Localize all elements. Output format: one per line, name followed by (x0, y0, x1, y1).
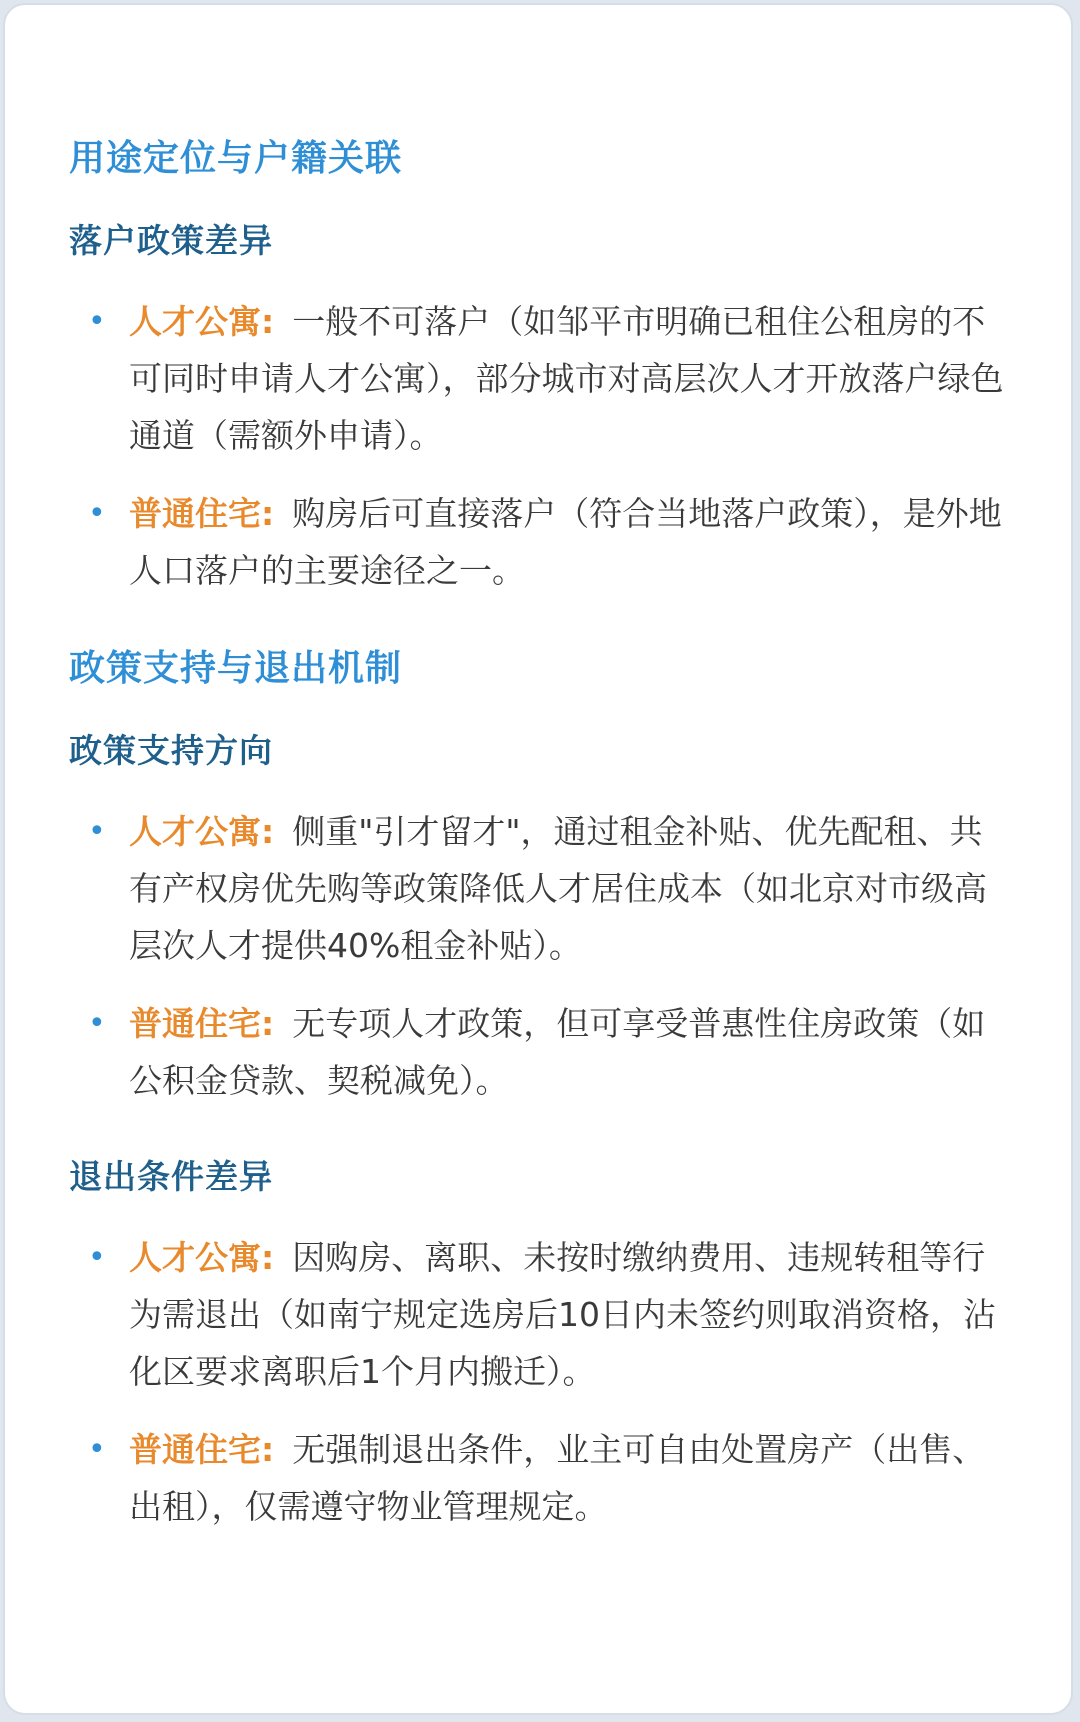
section-title-usage-household: 用途定位与户籍关联 (69, 138, 403, 179)
list-item (69, 995, 1009, 1109)
bullet-list (69, 293, 1009, 599)
item-label: 人才公寓: (129, 302, 275, 341)
item-label: 普通住宅: (129, 494, 275, 533)
item-text: 无专项人才政策，但可享受普惠性住房政策（如公积金贷款、契税减免）。 (129, 1004, 986, 1100)
list-item (69, 803, 1009, 974)
subsection-title-policy-support: 政策支持方向 (69, 731, 273, 770)
item-text: 购房后可直接落户（符合当地落户政策），是外地人口落户的主要途径之一。 (129, 494, 1002, 590)
item-text: 因购房、离职、未按时缴纳费用、违规转租等行为需退出（如南宁规定选房后10日内未签约则取消资格，沾化区要求离职后1个月内搬迁）。 (129, 1238, 996, 1391)
item-text: 侧重"引才留才"，通过租金补贴、优先配租、共有产权房优先购等政策降低人才居住成本（如北京对市级高层次人才提供40%租金补贴）。 (129, 812, 987, 965)
list-item (69, 485, 1009, 599)
list-item (69, 1229, 1009, 1400)
item-label: 人才公寓: (129, 812, 275, 851)
bullet-icon: • (88, 1240, 106, 1275)
list-item (69, 1421, 1009, 1535)
bullet-icon: • (88, 1432, 106, 1467)
bullet-icon: • (88, 496, 106, 531)
bullet-icon: • (88, 304, 106, 339)
item-label: 人才公寓: (129, 1238, 275, 1277)
item-text: 一般不可落户（如邹平市明确已租住公租房的不可同时申请人才公寓），部分城市对高层次人才开放落户绿色通道（需额外申请）。 (129, 302, 1004, 455)
subsection-title-exit-conditions: 退出条件差异 (69, 1157, 273, 1196)
bullet-icon: • (88, 814, 106, 849)
section-title-policy-exit: 政策支持与退出机制 (69, 648, 403, 689)
bullet-list (69, 803, 1009, 1109)
article-content (69, 135, 1009, 1535)
bullet-list (69, 1229, 1009, 1535)
list-item (69, 293, 1009, 464)
item-label: 普通住宅: (129, 1430, 275, 1469)
item-text: 无强制退出条件，业主可自由处置房产（出售、出租），仅需遵守物业管理规定。 (129, 1430, 986, 1526)
item-label: 普通住宅: (129, 1004, 275, 1043)
content-card (3, 3, 1073, 1715)
subsection-title-settlement-policy: 落户政策差异 (69, 221, 273, 260)
bullet-icon: • (88, 1006, 106, 1041)
